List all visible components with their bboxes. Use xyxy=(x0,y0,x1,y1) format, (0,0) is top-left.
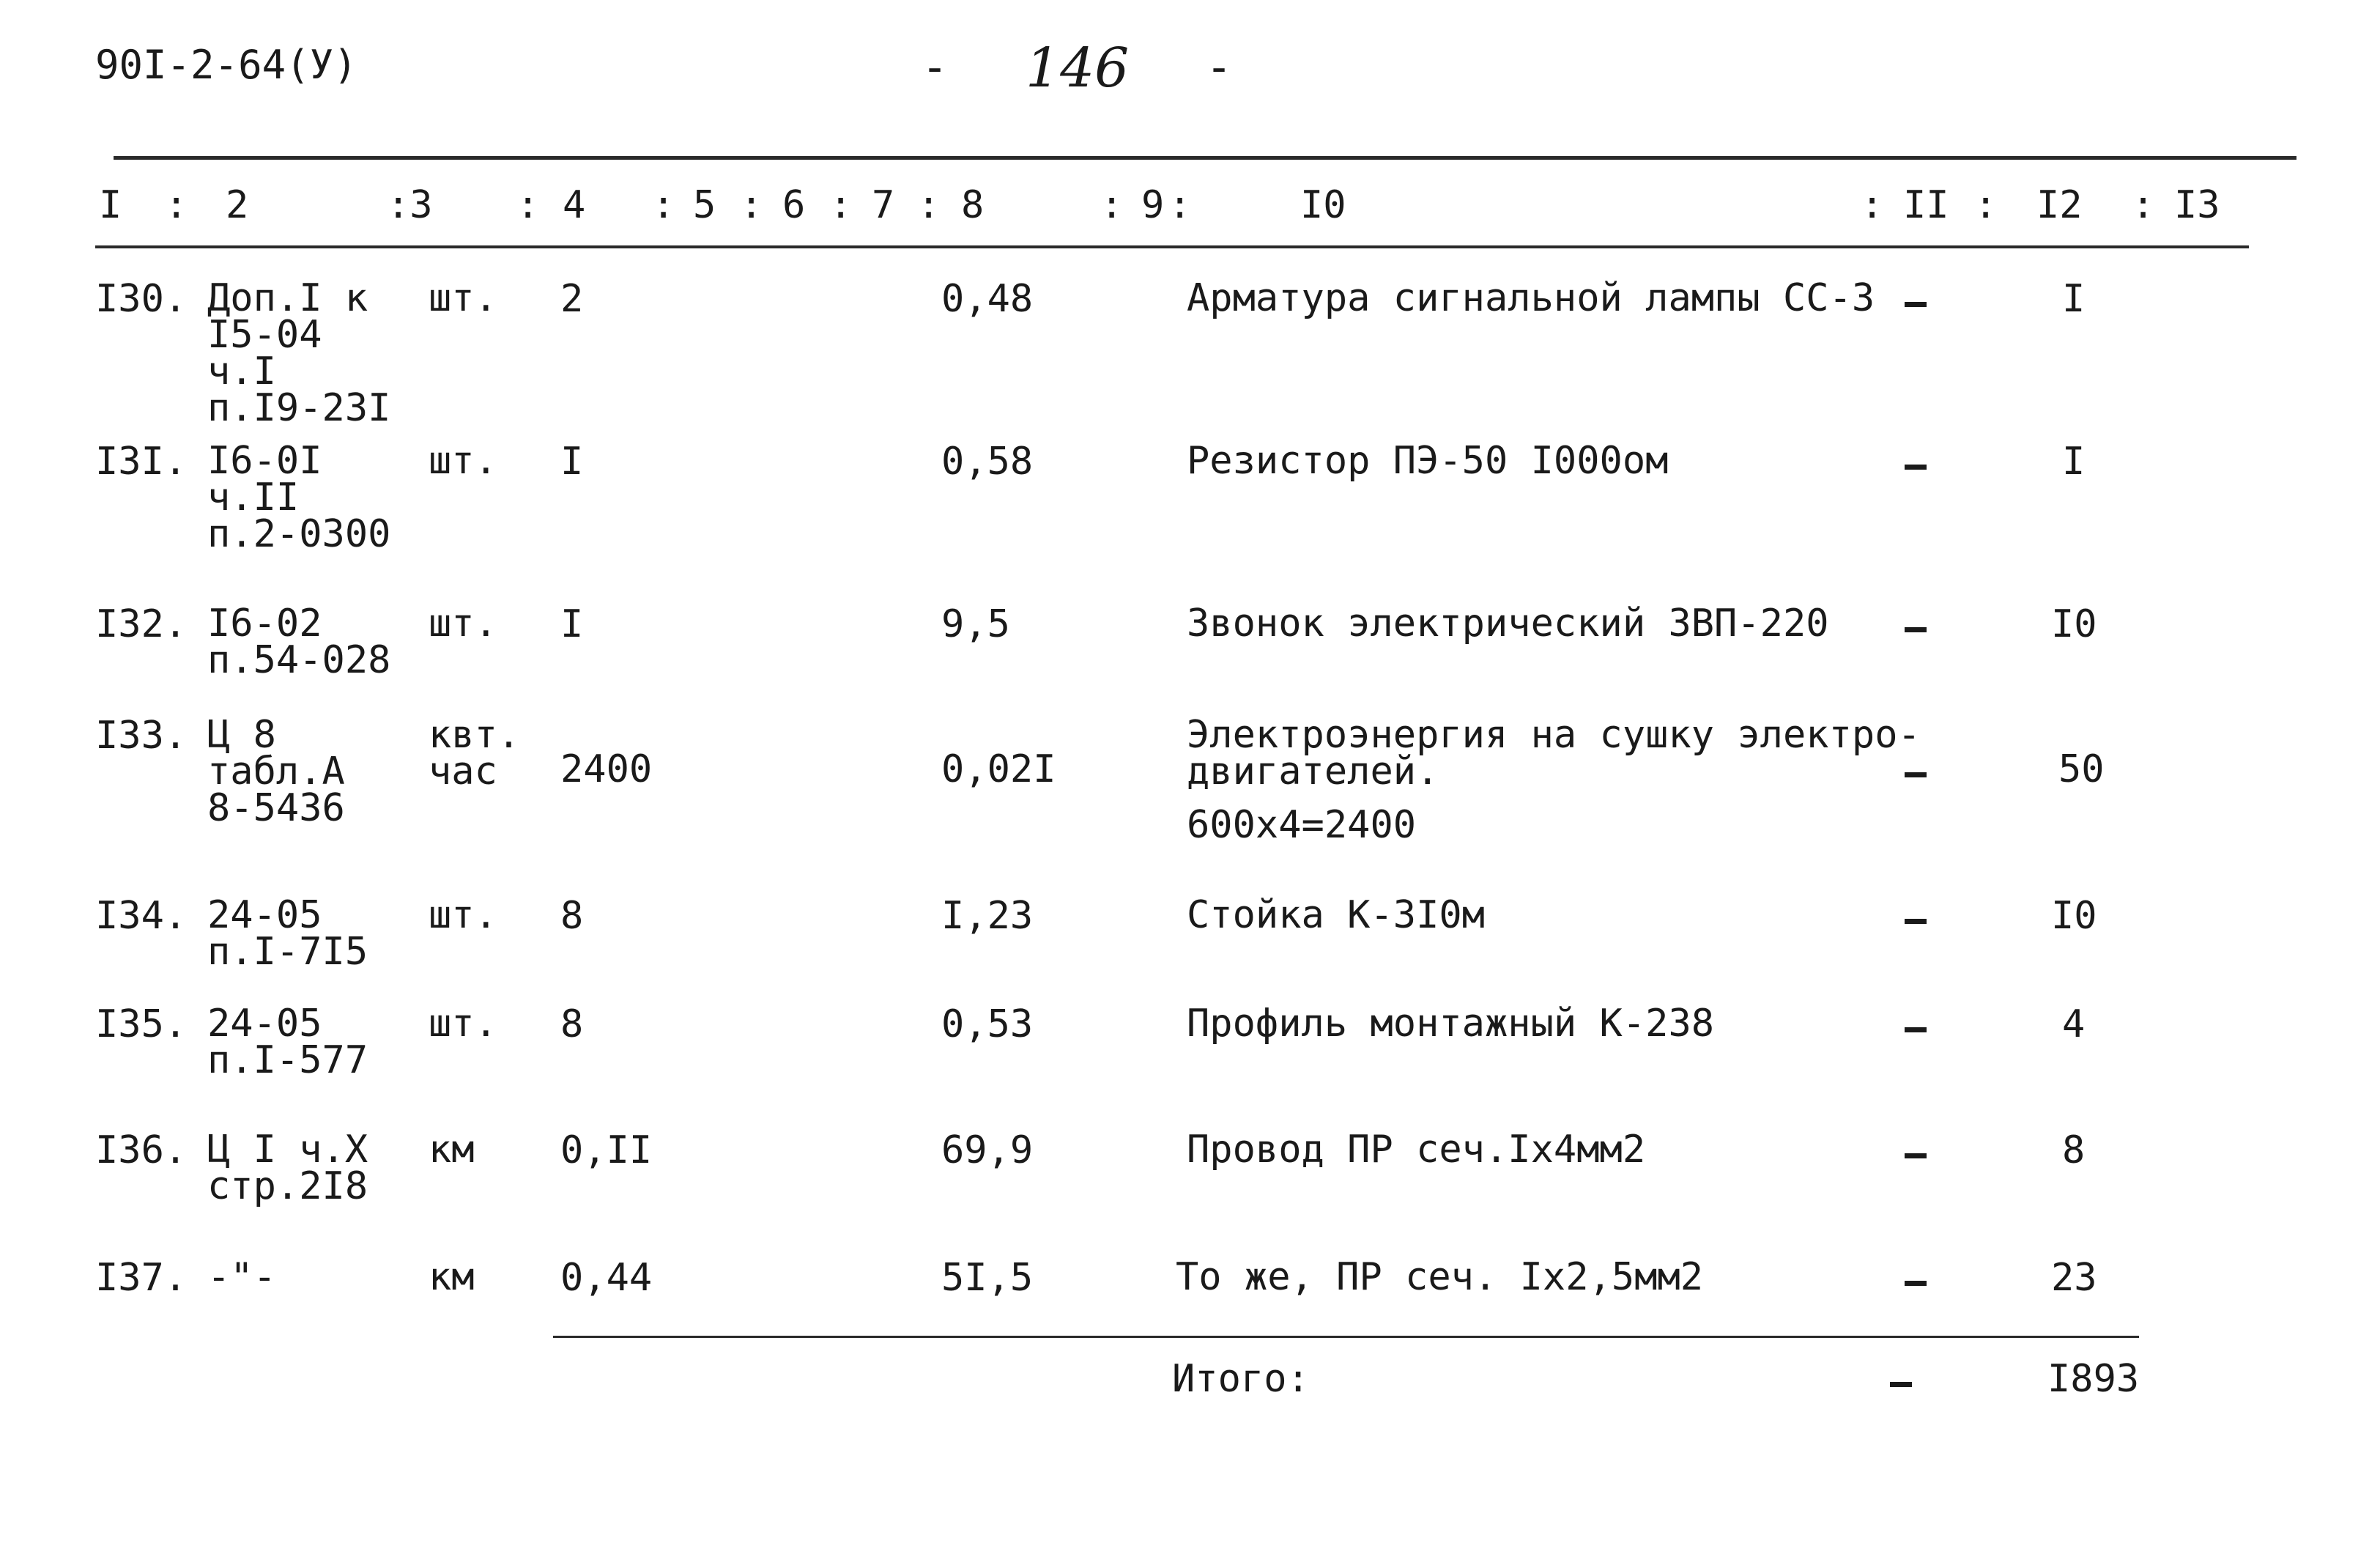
row-number: I35. xyxy=(95,1002,188,1046)
row-reference: Ц I ч.Х стр.2I8 xyxy=(207,1128,368,1208)
row-quantity: 2 xyxy=(560,277,584,321)
col-header-sep: : xyxy=(740,183,763,227)
col-header-11: II xyxy=(1903,183,1949,227)
row-unit: шт. xyxy=(429,276,497,320)
col-header-sep: : xyxy=(1100,183,1124,227)
col-header-sep: : xyxy=(516,183,540,227)
row-unit: шт. xyxy=(429,439,497,483)
row-quantity: I xyxy=(560,602,584,646)
row-unit: км xyxy=(429,1128,475,1172)
row-quantity: 0,II xyxy=(560,1128,653,1172)
row-reference: -"- xyxy=(207,1255,276,1299)
row-quantity: I xyxy=(560,440,584,484)
row-total: 23 xyxy=(2051,1256,2097,1300)
row-number: I37. xyxy=(95,1256,188,1300)
row-description: Резистор ПЭ-50 I000ом xyxy=(1187,439,1669,483)
row-col11 xyxy=(1905,605,1927,643)
row-unit: шт. xyxy=(429,1002,497,1046)
col-header-sep: : xyxy=(1861,183,1884,227)
row-col11 xyxy=(1905,897,1927,935)
summary-rule xyxy=(553,1336,2139,1338)
row-unit-price: 9,5 xyxy=(941,602,1010,646)
row-total: 8 xyxy=(2062,1128,2086,1172)
row-description: Электроэнергия на сушку электро- двигателей. xyxy=(1187,713,1921,794)
col-header-12: I2 xyxy=(2036,183,2083,227)
row-quantity: 8 xyxy=(560,894,584,938)
row-number: I3I. xyxy=(95,440,188,484)
row-reference: 24-05 п.I-7I5 xyxy=(207,893,368,974)
row-description: Стойка К-3I0м xyxy=(1187,893,1485,937)
row-unit: квт. час xyxy=(429,713,521,794)
row-calculation-note: 600х4=2400 xyxy=(1187,803,1417,847)
col-header-3: :3 xyxy=(387,183,433,227)
row-description: Провод ПР сеч.Iх4мм2 xyxy=(1187,1128,1646,1172)
row-reference: Ц 8 табл.А 8-5436 xyxy=(207,713,345,830)
page-number-dash-left: - xyxy=(922,42,949,93)
summary-label: Итого: xyxy=(1172,1357,1310,1401)
col-header-sep: : xyxy=(829,183,853,227)
row-total: I xyxy=(2062,440,2086,484)
row-reference: Доп.I к I5-04 ч.I п.I9-23I xyxy=(207,276,391,430)
row-number: I32. xyxy=(95,602,188,646)
row-unit: шт. xyxy=(429,602,497,646)
col-header-sep: : xyxy=(917,183,941,227)
column-header-rule xyxy=(95,245,2249,248)
col-header-1: I xyxy=(99,183,122,227)
summary-total: I893 xyxy=(2047,1357,2140,1401)
row-reference: 24-05 п.I-577 xyxy=(207,1002,368,1082)
row-total: I0 xyxy=(2051,894,2097,938)
row-number: I33. xyxy=(95,714,188,758)
row-number: I34. xyxy=(95,894,188,938)
summary-col11 xyxy=(1890,1360,1913,1398)
row-unit-price: 0,53 xyxy=(941,1002,1034,1046)
row-quantity: 0,44 xyxy=(560,1256,653,1300)
row-col11 xyxy=(1905,750,1927,788)
table-top-rule xyxy=(114,156,2296,160)
row-quantity: 2400 xyxy=(560,747,653,791)
page-number: 146 xyxy=(1026,37,1130,100)
col-header-4: 4 xyxy=(563,183,586,227)
row-col11 xyxy=(1905,443,1927,481)
row-unit-price: 0,48 xyxy=(941,277,1034,321)
row-unit-price: I,23 xyxy=(941,894,1034,938)
row-col11 xyxy=(1905,1005,1927,1043)
row-description: Профиль монтажный К-238 xyxy=(1187,1002,1715,1046)
row-number: I30. xyxy=(95,277,188,321)
col-header-6: 6 xyxy=(782,183,806,227)
row-unit: км xyxy=(429,1255,475,1299)
row-reference: I6-02 п.54-028 xyxy=(207,602,391,682)
row-col11 xyxy=(1905,280,1927,318)
col-header-sep: : xyxy=(165,183,188,227)
row-unit-price: 5I,5 xyxy=(941,1256,1034,1300)
row-reference: I6-0I ч.II п.2-0300 xyxy=(207,439,391,556)
col-header-sep: : xyxy=(2132,183,2155,227)
col-header-2: 2 xyxy=(226,183,249,227)
document-code: 90I-2-64(У) xyxy=(95,42,357,88)
col-header-sep: : xyxy=(652,183,675,227)
col-header-8: 8 xyxy=(961,183,985,227)
row-total: 50 xyxy=(2058,747,2105,791)
row-quantity: 8 xyxy=(560,1002,584,1046)
row-total: I0 xyxy=(2051,602,2097,646)
col-header-10: I0 xyxy=(1300,183,1346,227)
row-number: I36. xyxy=(95,1128,188,1172)
row-total: I xyxy=(2062,277,2086,321)
col-header-7: 7 xyxy=(872,183,895,227)
col-header-sep: : xyxy=(1168,183,1192,227)
row-description: Арматура сигнальной лампы СС-3 xyxy=(1187,276,1875,320)
row-col11 xyxy=(1905,1259,1927,1297)
page-number-dash-right: - xyxy=(1206,42,1233,93)
row-description: То же, ПР сеч. Iх2,5мм2 xyxy=(1176,1255,1704,1299)
col-header-5: 5 xyxy=(693,183,716,227)
row-unit-price: 69,9 xyxy=(941,1128,1034,1172)
col-header-sep: : xyxy=(1974,183,1998,227)
row-unit-price: 0,02I xyxy=(941,747,1056,791)
row-unit-price: 0,58 xyxy=(941,440,1034,484)
row-col11 xyxy=(1905,1131,1927,1169)
row-unit: шт. xyxy=(429,893,497,937)
col-header-13: I3 xyxy=(2174,183,2220,227)
row-description: Звонок электрический ЗВП-220 xyxy=(1187,602,1829,646)
col-header-9: 9 xyxy=(1141,183,1165,227)
row-total: 4 xyxy=(2062,1002,2086,1046)
